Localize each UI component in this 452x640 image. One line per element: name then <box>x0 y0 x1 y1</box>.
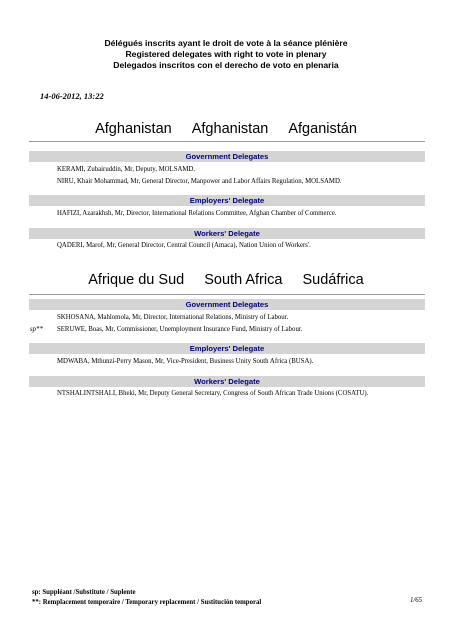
delegate-entry: SERUWE, Boas, Mr, Commissioner, Unemployment Insurance Fund, Ministry of Labour. <box>57 326 303 333</box>
group-band: Employers' Delegate <box>29 343 425 354</box>
delegate-entry: QADERI, Marof, Mr, General Director, Central Council (Amaca), Nation Union of Workers'. <box>57 242 311 249</box>
page-number: 1/65 <box>410 597 423 604</box>
delegate-entry: NTSHALINTSHALI, Bheki, Mr, Deputy General Secretary, Congress of South African Trade Unions (COSATU). <box>57 390 369 397</box>
timestamp: 14-06-2012, 13:22 <box>40 91 104 101</box>
delegate-entry: KERAMI, Zubairuddin, Mr, Deputy, MOLSAMD. <box>57 166 196 173</box>
legend-substitute: sp: Suppléant /Substitute / Suplente <box>32 589 136 596</box>
delegate-entry: MDWABA, Mthunzi-Perry Mason, Mr, Vice-President, Business Unity South Africa (BUSA). <box>57 358 314 365</box>
country-heading <box>0 121 452 137</box>
delegate-entry: SKHOSANA, Mahlomola, Mr, Director, International Relations, Ministry of Labour. <box>57 314 289 321</box>
group-band: Government Delegates <box>29 299 425 310</box>
header-line-fr: Délégués inscrits ayant le droit de vote à la séance plénière <box>104 38 348 48</box>
document-header <box>0 38 452 71</box>
group-band: Government Delegates <box>29 151 425 162</box>
country-name-fr: Afghanistan <box>95 121 172 137</box>
country-name-en: South Africa <box>204 272 283 288</box>
country-name-fr: Afrique du Sud <box>88 272 185 288</box>
group-band: Workers' Delegate <box>29 228 425 239</box>
country-name-es: Afganistán <box>288 121 357 137</box>
divider <box>29 294 425 295</box>
country-name-es: Sudáfrica <box>302 272 364 288</box>
group-band: Employers' Delegate <box>29 195 425 206</box>
delegate-entry: NIRU, Khair Mohammad, Mr, General Director, Manpower and Labor Affairs Regulation, MOLSAMD. <box>57 178 342 185</box>
divider <box>29 141 425 142</box>
group-band: Workers' Delegate <box>29 376 425 387</box>
substitute-mark: sp** <box>30 326 43 333</box>
country-name-en: Afghanistan <box>191 121 269 137</box>
country-heading <box>0 272 452 288</box>
header-line-es: Delegados inscritos con el derecho de voto en plenaria <box>113 60 339 70</box>
legend-replacement: **: Remplacement temporaire / Temporary replacement / Sustitución temporal <box>32 599 262 606</box>
header-line-en: Registered delegates with right to vote in plenary <box>125 49 327 59</box>
delegate-entry: HAFIZI, Azarakhsh, Mr, Director, International Relations Committee, Afghan Chamber of Commerce. <box>57 210 337 217</box>
